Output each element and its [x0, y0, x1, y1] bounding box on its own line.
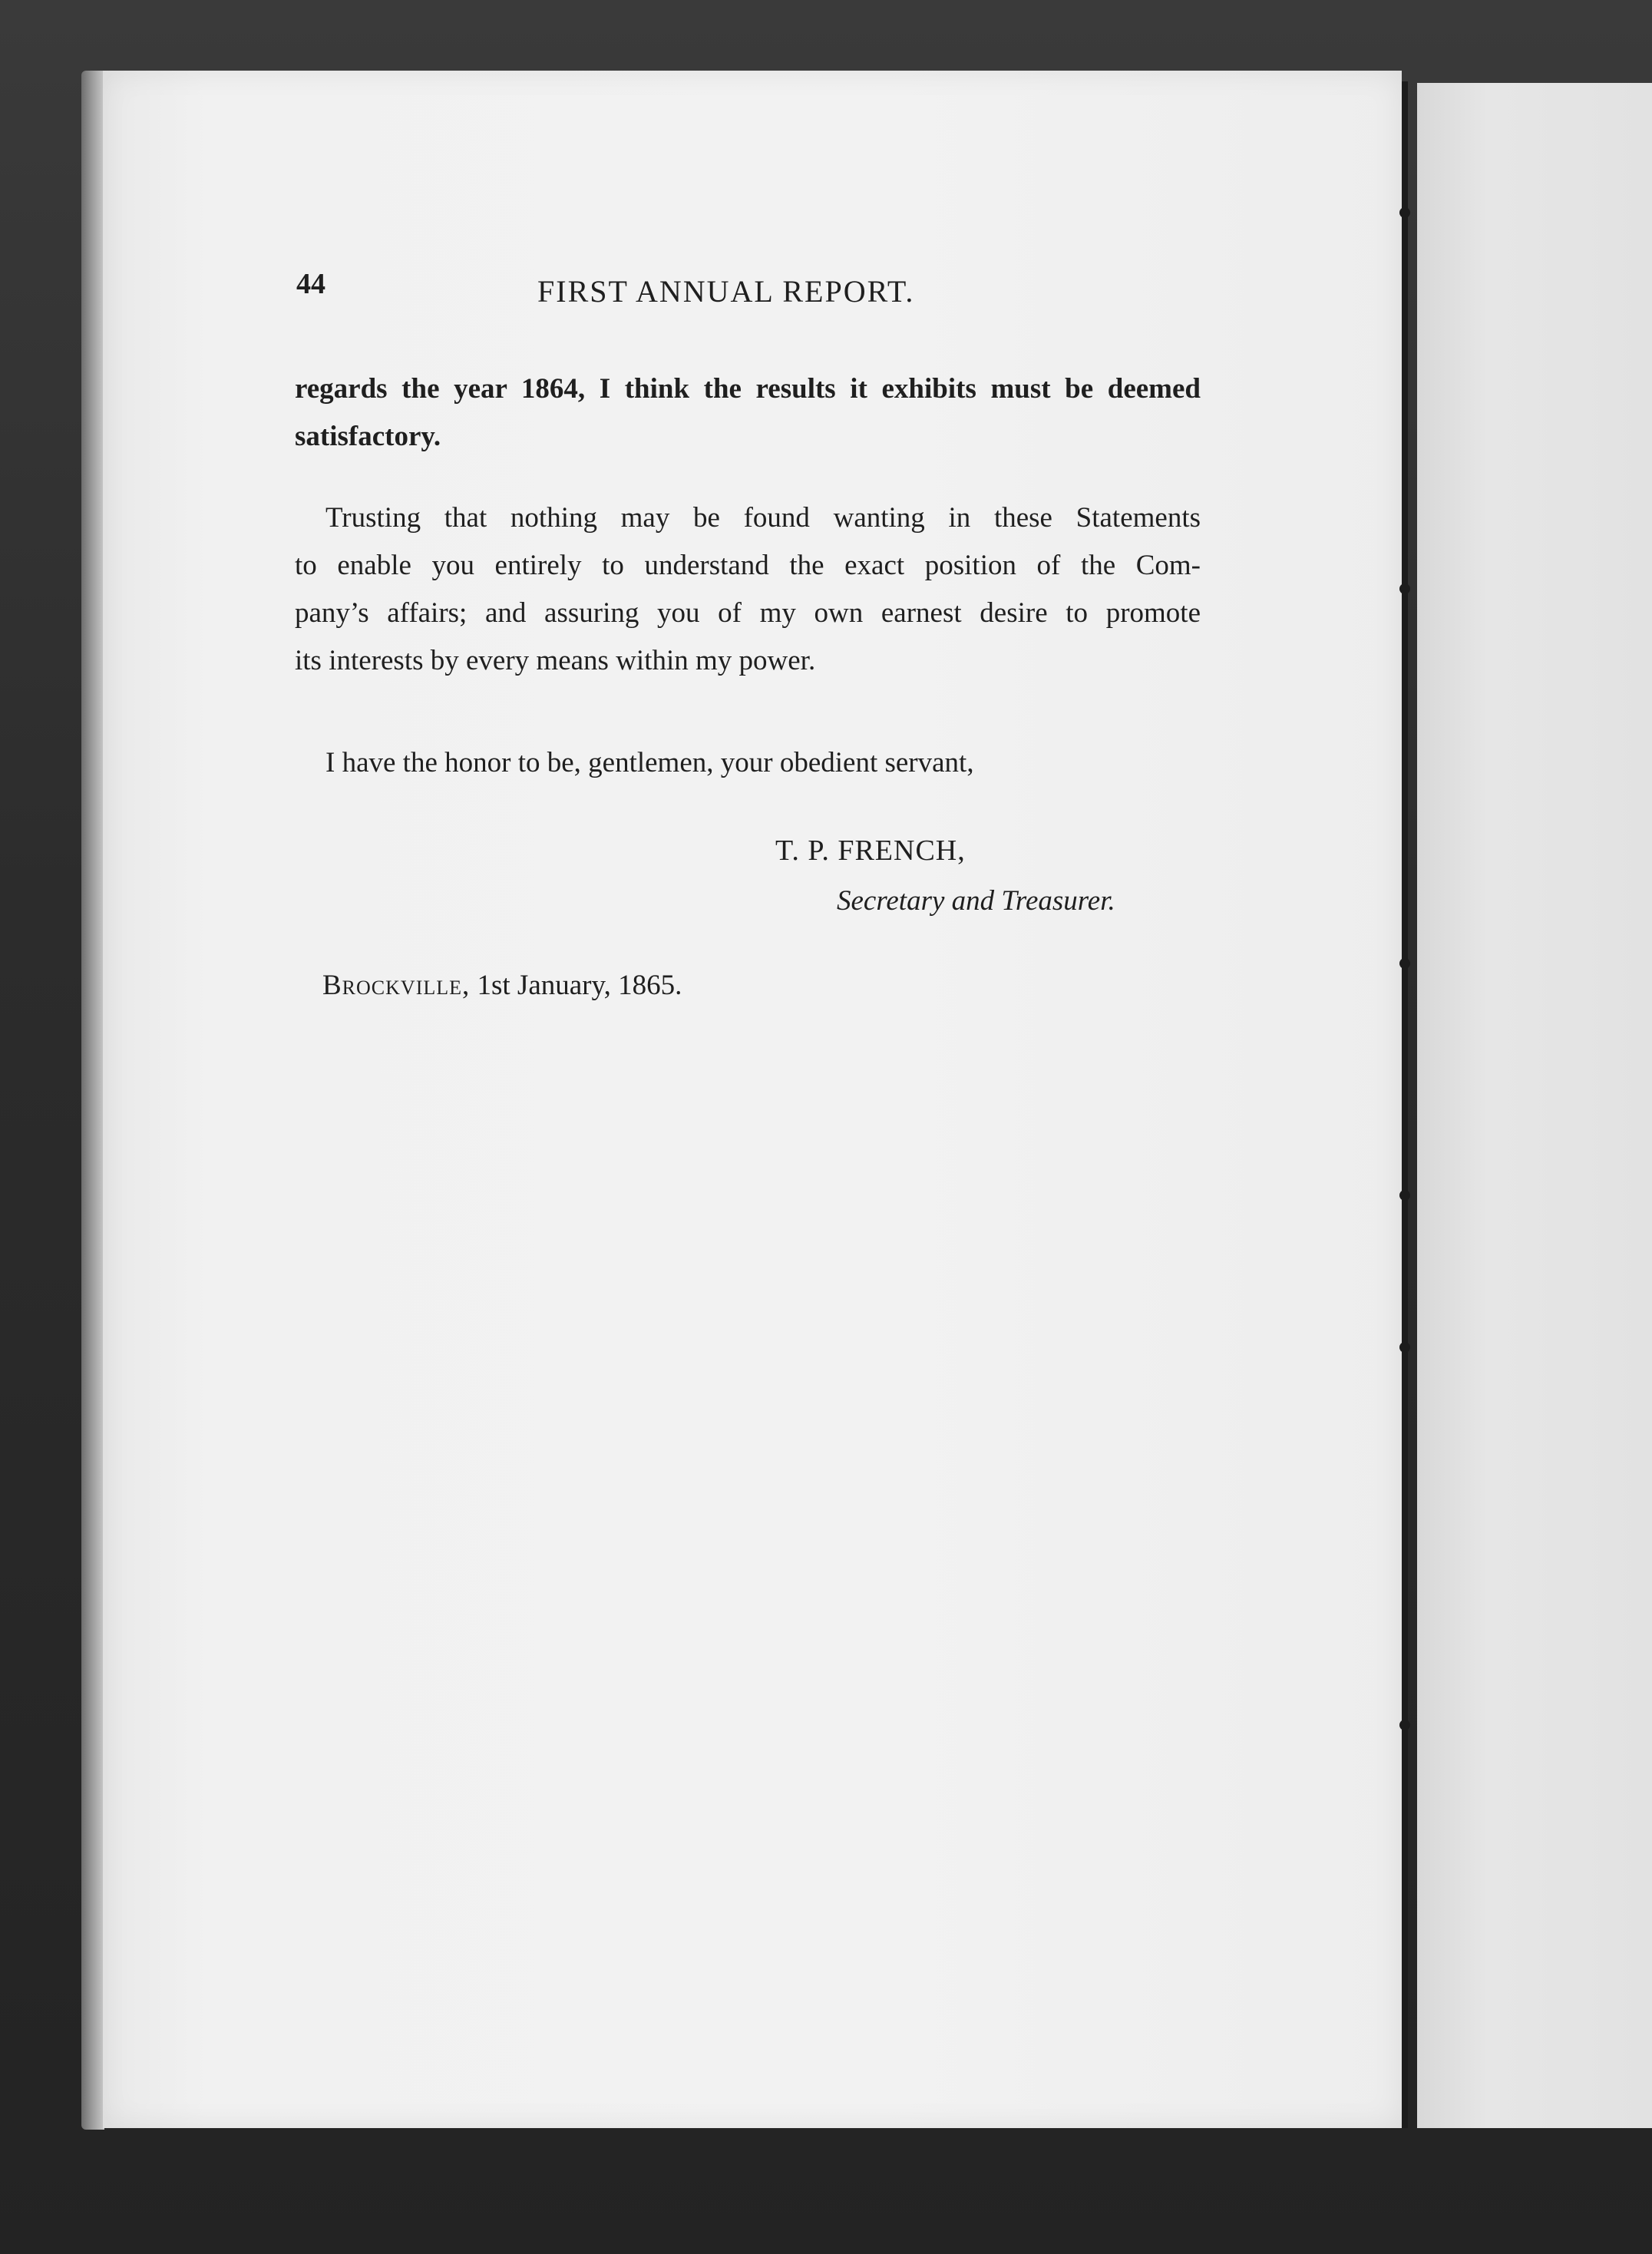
binding-mark: [1399, 1342, 1410, 1353]
signature-title: Secretary and Treasurer.: [837, 885, 1115, 917]
dateline: [322, 969, 682, 1002]
binding-mark: [1399, 207, 1410, 218]
binding-mark: [1399, 583, 1410, 594]
paragraph-line: I have the honor to be, gentlemen, your obedient servant,: [325, 747, 974, 778]
paragraph-line: pany’s affairs; and assuring you of my own earnest desire to promote: [295, 597, 1201, 629]
gutter-line: [1402, 81, 1408, 2128]
signature-name: T. P. FRENCH,: [775, 835, 966, 867]
facing-page: [1417, 83, 1652, 2128]
binding-mark: [1399, 1720, 1410, 1730]
paragraph-line: regards the year 1864, I think the results it exhibits must be deemed: [295, 373, 1201, 405]
running-head: FIRST ANNUAL REPORT.: [537, 274, 915, 309]
binding-mark: [1399, 958, 1410, 969]
page-number: 44: [296, 268, 325, 300]
paragraph-1: [295, 365, 1201, 461]
binding-mark: [1399, 1190, 1410, 1201]
dateline-date: 1st January, 1865.: [477, 970, 682, 1001]
paragraph-line: Trusting that nothing may be found wanting in these Statements: [325, 502, 1201, 534]
page-edge: [81, 71, 104, 2130]
dateline-place: Brockville,: [322, 970, 471, 1001]
paragraph-line: to enable you entirely to understand the exact position of the Com-: [295, 550, 1201, 581]
paragraph-2: [295, 494, 1201, 685]
paragraph-line: satisfactory.: [295, 421, 441, 452]
paragraph-line: its interests by every means within my power.: [295, 645, 816, 676]
paragraph-3: [295, 739, 1201, 787]
